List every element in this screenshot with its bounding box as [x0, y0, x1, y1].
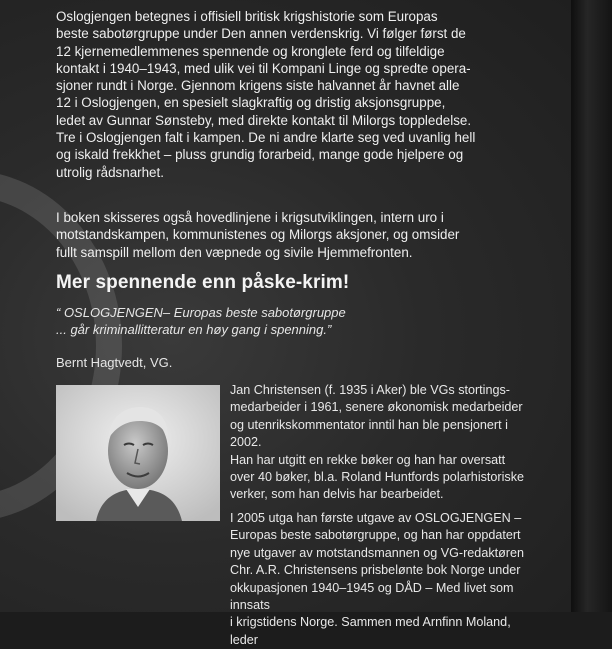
intro-line: Tre i Oslogjengen falt i kampen. De ni andre klarte seg ved uvanlig hell	[56, 130, 476, 146]
intro-line: sjoner rundt i Norge. Gjennom krigens siste halvannet år havnet alle	[56, 78, 460, 94]
bio-line: verker, som han delvis har bearbeidet.	[230, 487, 444, 502]
quote-author: Bernt Hagtvedt, VG.	[56, 355, 173, 370]
review-quote	[56, 305, 526, 338]
intro-line: utrolig rådsnarhet.	[56, 164, 164, 180]
intro-paragraph	[56, 8, 526, 181]
summary-line: fullt samspill mellom den væpnede og sivile Hjemmefronten.	[56, 244, 413, 260]
intro-line: Oslogjengen betegnes i offisiell britisk krigshistorie som Europas	[56, 9, 438, 24]
bio-line: Han har utgitt en rekke bøker og han har oversatt	[230, 452, 506, 467]
summary-line: I boken skisseres også hovedlinjene i krigsutviklingen, intern uro i	[56, 210, 444, 225]
intro-line: 12 i Oslogjengen, en spesielt slagkraftig og dristig aksjonsgruppe,	[56, 95, 446, 111]
bio-line: i krigstidens Norge. Sammen med Arnfinn Moland, leder	[230, 615, 511, 647]
bio-line: nye utgaver av motstandsmannen og VG-redaktøren	[230, 545, 525, 560]
intro-line: og iskald frekkhet – pluss grundig forarbeid, mange gode hjelpere og	[56, 147, 464, 163]
intro-line: beste sabotørgruppe under Den annen verdenskrig. Vi følger først de	[56, 26, 466, 42]
bio-line: og utenrikskommentator inntil han ble pensjonert i 2002.	[230, 417, 508, 450]
bio-line: Jan Christensen (f. 1935 i Aker) ble VGs stortings-	[230, 383, 510, 397]
bio-line: Chr. A.R. Christensens prisbelønte bok Norge under	[230, 563, 521, 578]
bio-line: okkupasjonen 1940–1945 og DÅD – Med livet som innsats	[230, 580, 514, 613]
author-bio-paragraph	[230, 382, 530, 504]
bio-line: Europas beste sabotørgruppe, og han har oppdatert	[230, 528, 521, 543]
author-works-paragraph	[230, 510, 530, 649]
bio-line: over 40 bøker, bl.a. Roland Huntfords polarhistoriske	[230, 470, 525, 485]
author-portrait-icon	[56, 385, 220, 521]
author-portrait-svg	[56, 385, 220, 521]
intro-line: 12 kjernemedlemmenes spennende og kronglete ferd og tilfeldige	[56, 43, 445, 59]
headline: Mer spennende enn påske-krim!	[56, 272, 350, 293]
book-spine-edge	[571, 0, 612, 612]
quote-line: “ OSLOGJENGEN– Europas beste sabotørgruppe	[56, 305, 346, 320]
bio-line: medarbeider i 1961, senere økonomisk medarbeider	[230, 400, 523, 415]
intro-line: kontakt i 1940–1943, med ulik vei til Kompani Linge og spredte opera-	[56, 60, 471, 76]
summary-line: motstandskampen, kommunistenes og Milorgs aksjoner, og omsider	[56, 227, 460, 243]
intro-line: ledet av Gunnar Sønsteby, med direkte kontakt til Milorgs toppledelse.	[56, 112, 472, 128]
summary-paragraph	[56, 209, 526, 261]
quote-line: ... går kriminallitteratur en høy gang i spenning.”	[56, 321, 332, 337]
bio-line: I 2005 utga han første utgave av OSLOGJENGEN –	[230, 511, 522, 525]
